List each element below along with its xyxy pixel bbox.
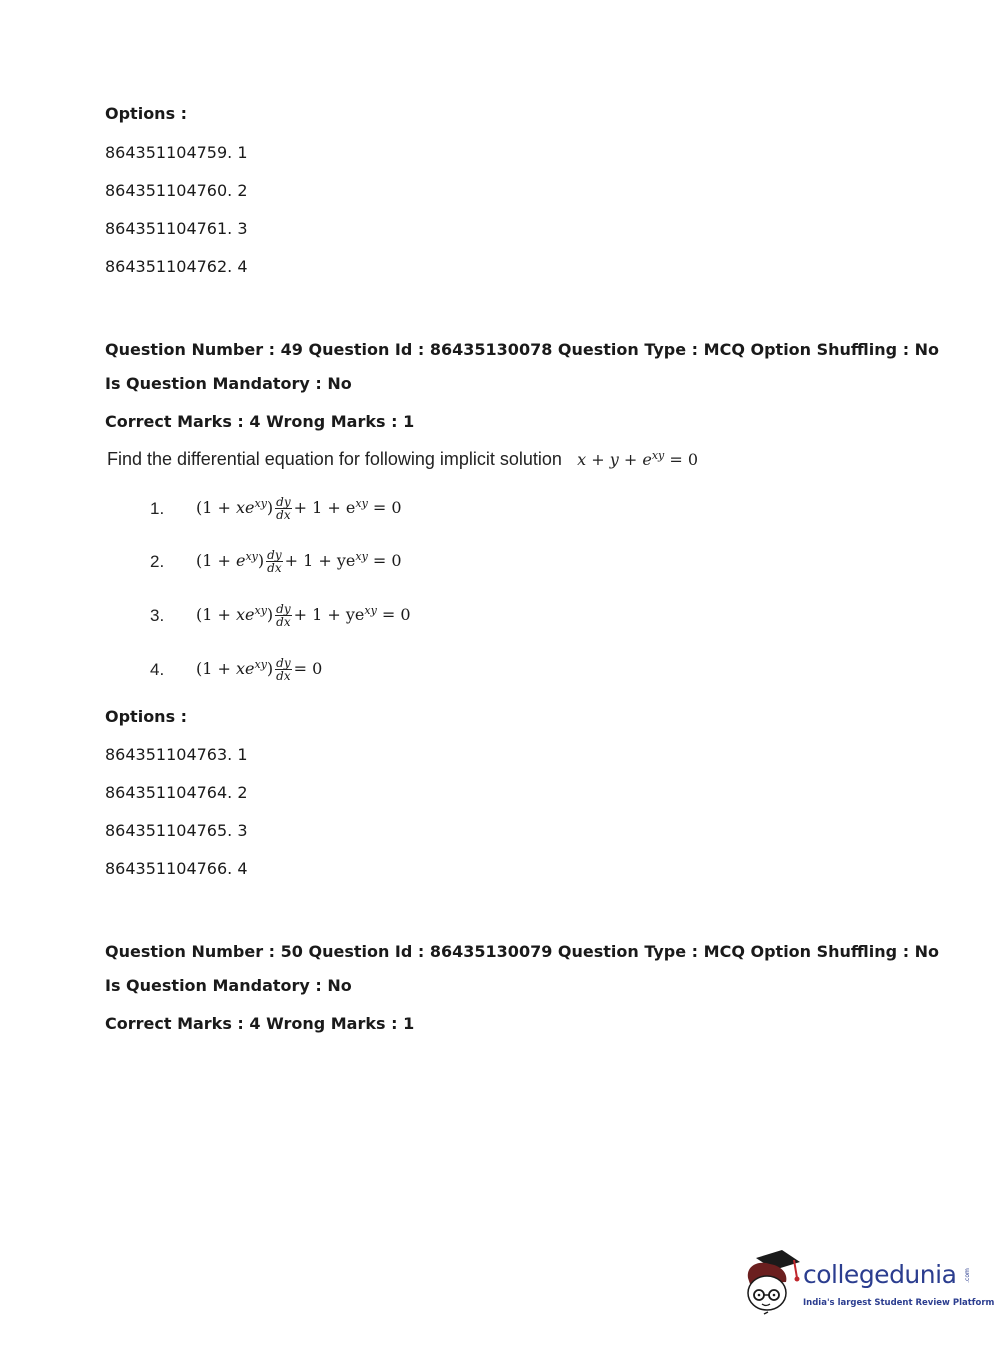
choice-number: 1. [150, 498, 165, 518]
option-item: 864351104764. 2 [105, 783, 248, 802]
question-text [107, 449, 698, 470]
options-label: Options : [105, 104, 188, 123]
answer-choice-2 [150, 549, 402, 574]
choice-math: $(1 + xe^{xy})$ $\frac{dy}{dx}$ + $1 + e^{xy} = 0$ [196, 495, 402, 522]
choice-math: $(1 + xe^{xy})$ $\frac{dy}{dx}$ = 0 [196, 656, 323, 683]
logo-tagline: India's largest Student Review Platform [803, 1298, 995, 1308]
question-marks: Correct Marks : 4 Wrong Marks : 1 [105, 412, 415, 431]
question-marks: Correct Marks : 4 Wrong Marks : 1 [105, 1014, 415, 1033]
choice-math: $(1 + e^{xy})$ $\frac{dy}{dx}$ + $1 + ye^{xy} = 0$ [196, 548, 402, 575]
question-equation: $x + y + e^{xy} = 0$ [577, 449, 698, 469]
option-item: 864351104765. 3 [105, 821, 248, 840]
mascot-icon [742, 1248, 804, 1318]
logo-wordmark: collegedunia [803, 1260, 957, 1289]
option-item: 864351104762. 4 [105, 257, 248, 276]
choice-number: 3. [150, 605, 165, 625]
option-item: 864351104766. 4 [105, 859, 248, 878]
option-item: 864351104760. 2 [105, 181, 248, 200]
question-header: Question Number : 49 Question Id : 86435130078 Question Type : MCQ Option Shuffling : No [105, 340, 940, 359]
option-item: 864351104761. 3 [105, 219, 248, 238]
option-item: 864351104759. 1 [105, 143, 248, 162]
choice-math: $(1 + xe^{xy})$ $\frac{dy}{dx}$ + $1 + ye^{xy} = 0$ [196, 602, 411, 629]
choice-number: 2. [150, 551, 165, 571]
collegedunia-logo [742, 1248, 995, 1318]
logo-suffix: .com [963, 1268, 971, 1283]
answer-choice-4 [150, 657, 322, 682]
options-label: Options : [105, 707, 188, 726]
question-header: Question Number : 50 Question Id : 86435130079 Question Type : MCQ Option Shuffling : No [105, 942, 940, 961]
question-mandatory: Is Question Mandatory : No [105, 976, 352, 995]
answer-choice-3 [150, 603, 411, 628]
question-statement: Find the differential equation for following implicit solution [107, 449, 562, 469]
answer-choice-1 [150, 496, 402, 521]
option-item: 864351104763. 1 [105, 745, 248, 764]
question-mandatory: Is Question Mandatory : No [105, 374, 352, 393]
choice-number: 4. [150, 659, 165, 679]
